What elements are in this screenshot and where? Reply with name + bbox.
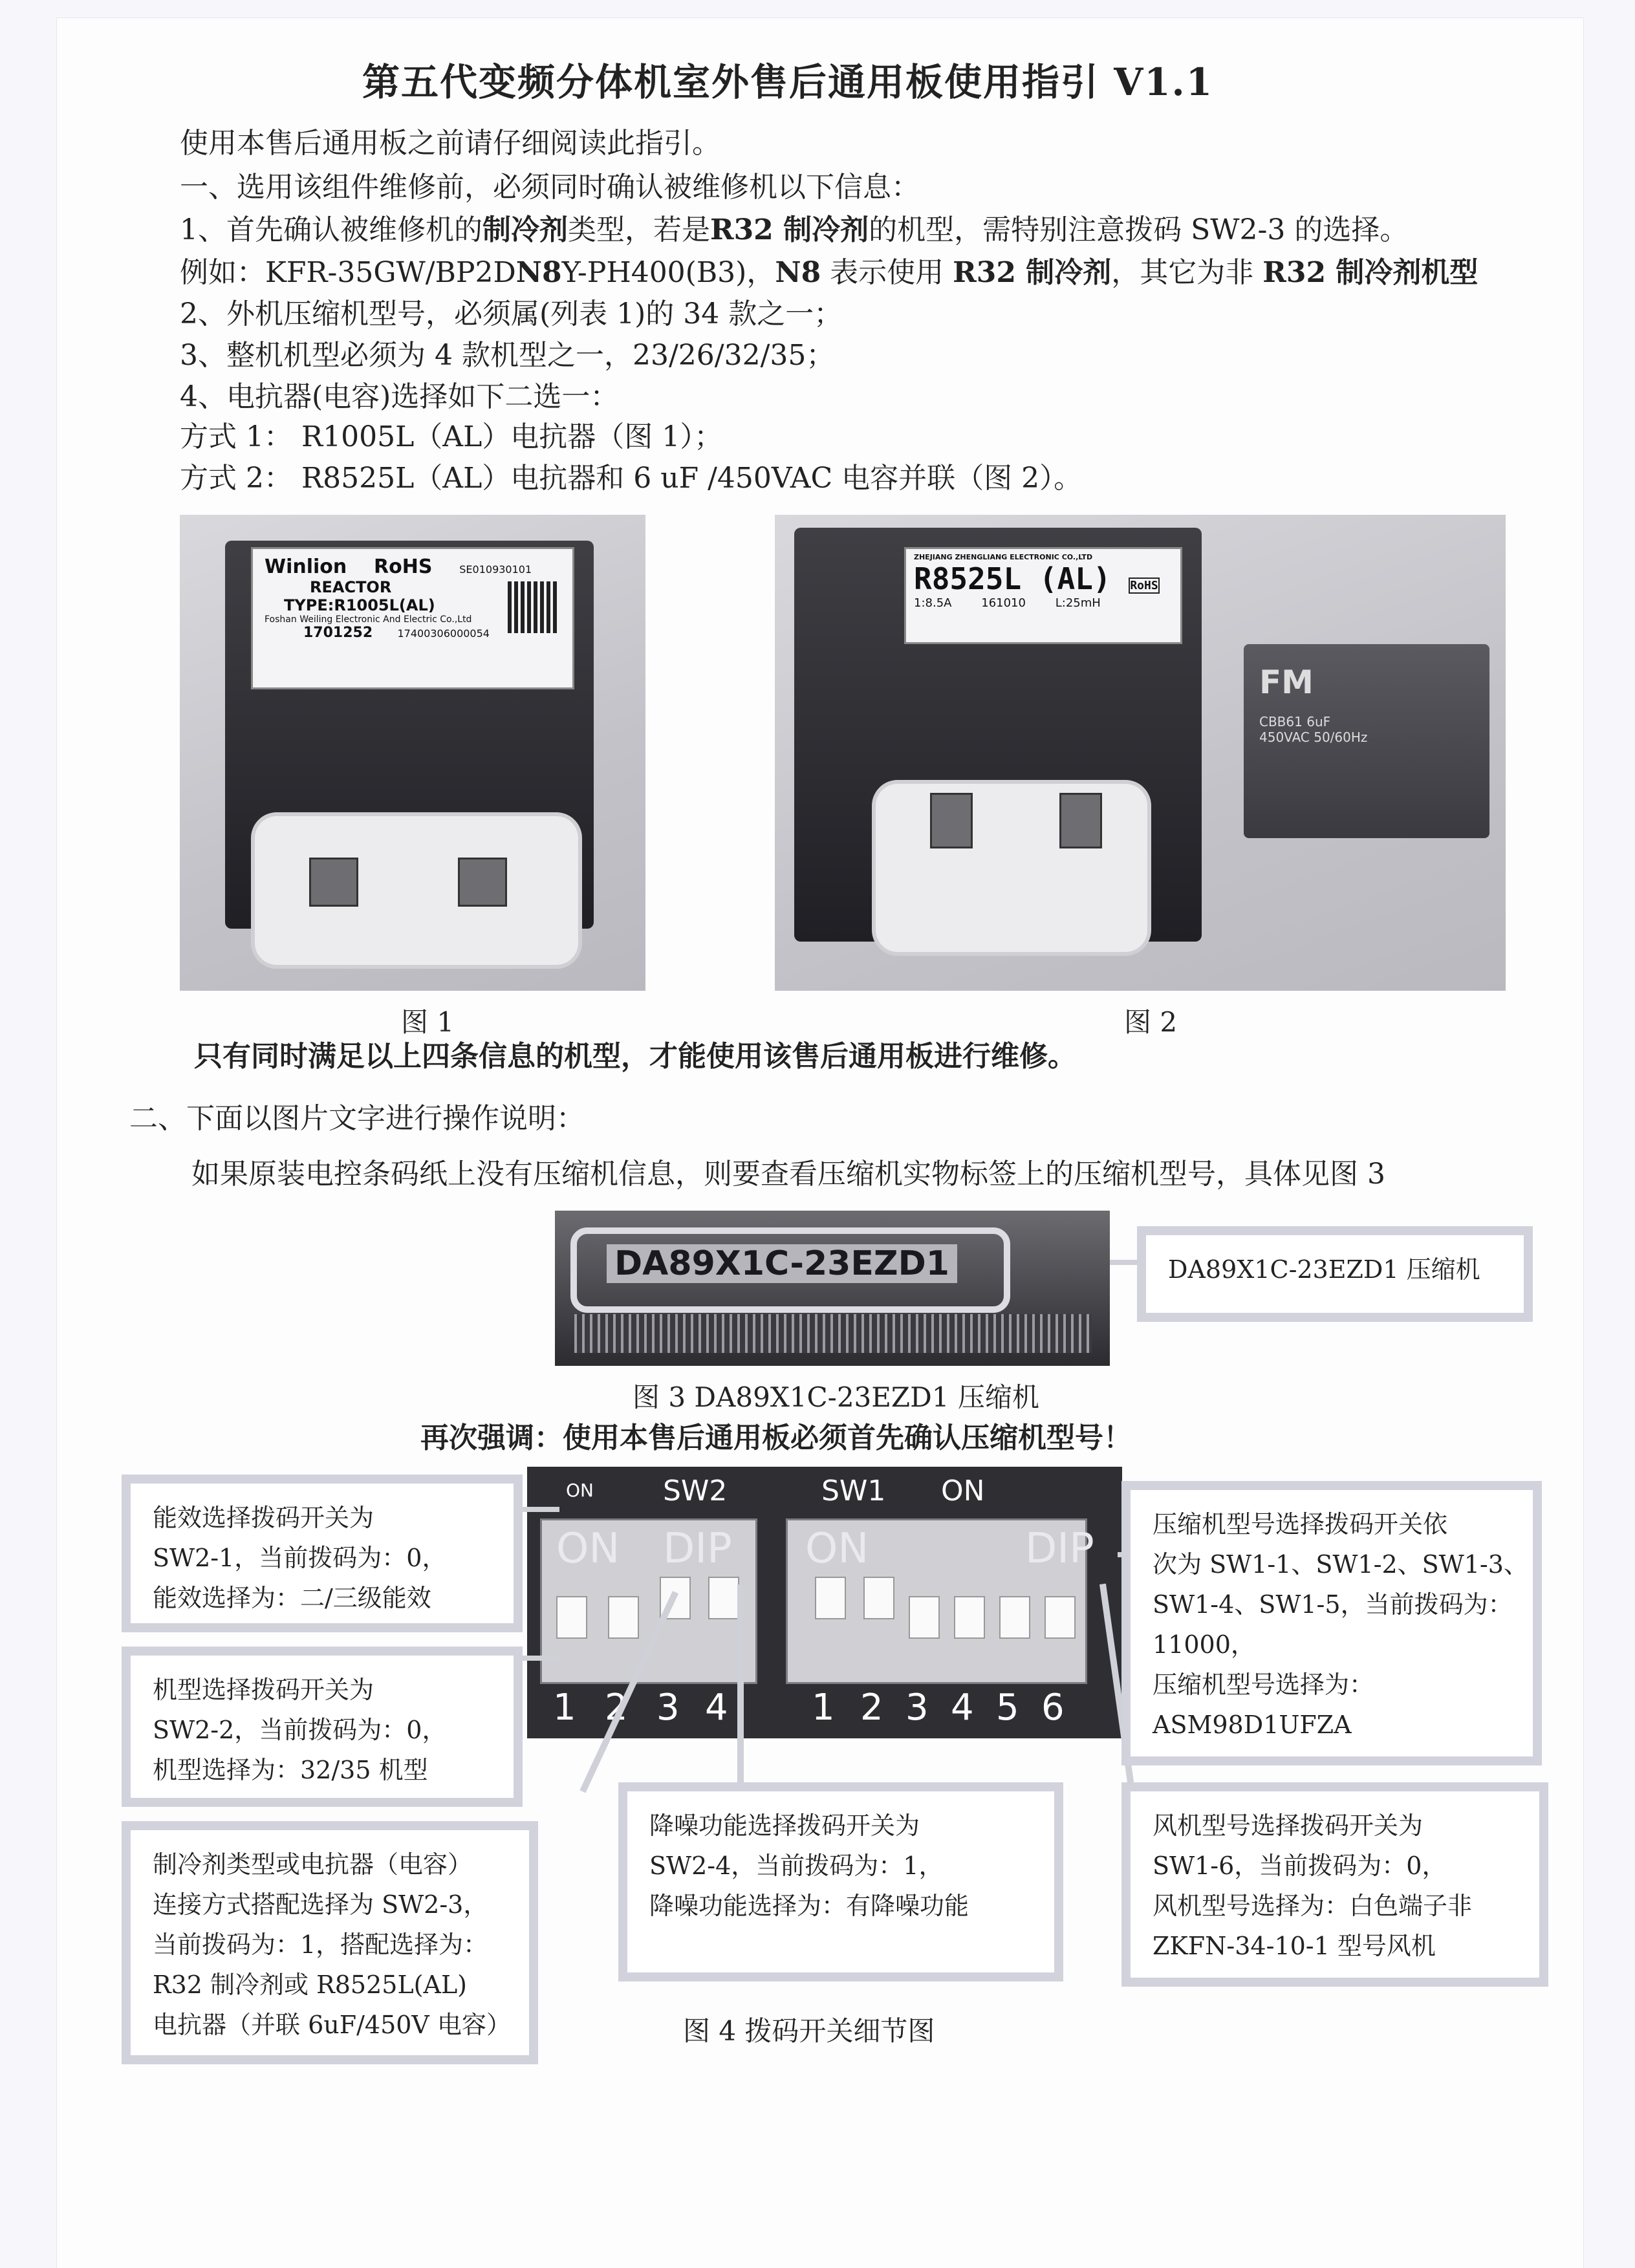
callout-fan-line3: 风机型号选择为：白色端子非 xyxy=(1153,1892,1473,1920)
sw2-4-knob xyxy=(708,1577,739,1619)
example-text-e: 表示使用 xyxy=(821,256,953,289)
sw1-num-6: 6 xyxy=(1041,1687,1065,1729)
warning-four-conditions: 只有同时满足以上四条信息的机型，才能使用该售后通用板进行维修。 xyxy=(194,1040,1076,1073)
label-spec2: L:25mH xyxy=(1055,596,1101,610)
figure1-reactor-photo xyxy=(180,515,645,991)
label-code2: 17400306000054 xyxy=(397,627,490,640)
example-bold-r32: R32 制冷剂 xyxy=(953,256,1112,289)
reactor-label xyxy=(904,547,1182,644)
sw1-dip-text: DIP xyxy=(1025,1525,1094,1573)
mode1: 方式 1： R1005L（AL）电抗器（图 1）； xyxy=(180,420,723,453)
callout-fan-line2: SW1-6，当前拨码为：0， xyxy=(1153,1852,1447,1880)
reactor-coil xyxy=(251,812,582,969)
item1-bold-refrigerant: 制冷剂 xyxy=(482,213,568,246)
figure4-caption: 图 4 拨码开关细节图 xyxy=(683,2015,935,2047)
sw2-dip-text: DIP xyxy=(663,1525,732,1573)
capacitor xyxy=(1244,644,1489,838)
sw2-on-small: ON xyxy=(566,1480,594,1501)
label-rohs: RoHS xyxy=(1130,579,1158,592)
capacitor-spec1: CBB61 6uF xyxy=(1259,714,1331,729)
callout-compressor-sw1-1-5 xyxy=(1121,1481,1542,1766)
sw2-num-3: 3 xyxy=(656,1687,680,1729)
capacitor-spec2: 450VAC 50/60Hz xyxy=(1259,729,1368,745)
callout-model-line2: SW2-2，当前拨码为：0， xyxy=(153,1716,447,1744)
figure2-reactor-capacitor-photo xyxy=(775,515,1506,991)
sw2-num-2: 2 xyxy=(605,1687,628,1729)
callout-noise-line3: 降噪功能选择为：有降噪功能 xyxy=(649,1892,969,1920)
sw1-6-knob xyxy=(1045,1596,1076,1639)
label-date: 161010 xyxy=(981,596,1026,610)
example-bold-n8: N8 xyxy=(515,256,562,289)
figure3-callout-text: DA89X1C-23EZD1 压缩机 xyxy=(1168,1255,1480,1284)
sw2-num-1: 1 xyxy=(553,1687,576,1729)
sw1-num-1: 1 xyxy=(812,1687,835,1729)
section2-description: 如果原装电控条码纸上没有压缩机信息，则要查看压缩机实物标签上的压缩机型号，具体见图 3 xyxy=(191,1158,1385,1191)
terminal-tab-left xyxy=(309,858,358,907)
item1-text-e: 的机型，需特别注意拨码 SW2-3 的选择。 xyxy=(869,213,1409,246)
compressor-model-label: DA89X1C-23EZD1 xyxy=(607,1244,957,1283)
section2-heading: 二、下面以图片文字进行操作说明： xyxy=(129,1102,585,1135)
terminal-tab-right xyxy=(1059,793,1102,848)
callout-efficiency-sw2-1 xyxy=(122,1474,523,1632)
example-text-c: Y-PH400(B3)， xyxy=(561,256,775,289)
callout-comp-line4: 11000， xyxy=(1153,1630,1255,1659)
callout-model-line1: 机型选择拨码开关为 xyxy=(153,1676,374,1704)
item1 xyxy=(180,211,1408,250)
label-maker: Foshan Weiling Electronic And Electric Co.,Ltd xyxy=(265,614,472,625)
sw1-4-knob xyxy=(954,1596,985,1639)
sw2-name: SW2 xyxy=(663,1474,728,1507)
figure3-compressor-label-photo xyxy=(555,1211,1110,1366)
terminal-tab-left xyxy=(930,793,973,848)
example-line xyxy=(180,254,1478,292)
sw1-3-knob xyxy=(909,1596,940,1639)
callout-refrig-line2: 连接方式搭配选择为 SW2-3， xyxy=(153,1890,488,1919)
sw1-num-5: 5 xyxy=(996,1687,1019,1729)
sw1-on-large: ON xyxy=(805,1525,869,1573)
label-brand: Winlion xyxy=(265,556,347,578)
label-spec1: 1:8.5A xyxy=(914,596,952,610)
callout-model-line3: 机型选择为：32/35 机型 xyxy=(153,1756,428,1784)
capacitor-brand: FM xyxy=(1259,664,1314,701)
warning-confirm-compressor: 再次强调：使用本售后通用板必须首先确认压缩机型号！ xyxy=(420,1421,1132,1454)
terminal-tab-right xyxy=(458,858,507,907)
leader-model xyxy=(521,1656,559,1661)
label-code1: 1701252 xyxy=(303,625,373,641)
item2: 2、外机压缩机型号，必须属(列表 1)的 34 款之一； xyxy=(180,297,843,330)
sw1-num-2: 2 xyxy=(860,1687,883,1729)
callout-fan-line4: ZKFN-34-10-1 型号风机 xyxy=(1153,1932,1436,1960)
callout-comp-line3: SW1-4、SW1-5，当前拨码为： xyxy=(1153,1590,1513,1619)
reactor-coil xyxy=(872,780,1151,956)
callout-comp-line2: 次为 SW1-1、SW1-2、SW1-3、 xyxy=(1153,1550,1528,1579)
callout-refrig-line4: R32 制冷剂或 R8525L(AL) xyxy=(153,1971,468,1999)
label-rohs: RoHS xyxy=(374,556,433,578)
callout-fan-sw1-6 xyxy=(1121,1782,1548,1987)
label-model: R8525L (AL) xyxy=(914,561,1111,596)
sw2-1-knob xyxy=(556,1596,587,1639)
sw1-5-knob xyxy=(999,1596,1030,1639)
callout-noise-line2: SW2-4，当前拨码为：1， xyxy=(649,1852,944,1880)
figure4-dip-switch-photo xyxy=(527,1467,1122,1738)
callout-comp-line1: 压缩机型号选择拨码开关依 xyxy=(1153,1510,1448,1539)
figure3-callout xyxy=(1137,1226,1533,1322)
item1-bold-r32: R32 制冷剂 xyxy=(710,213,869,246)
callout-refrig-line5: 电抗器（并联 6uF/450V 电容） xyxy=(153,2011,511,2039)
item3: 3、整机机型必须为 4 款机型之一，23/26/32/35； xyxy=(180,339,835,372)
callout-eff-line2: SW2-1，当前拨码为：0， xyxy=(153,1544,447,1572)
page-title: 第五代变频分体机室外售后通用板使用指引 V1.1 xyxy=(362,60,1214,104)
callout-comp-line5: 压缩机型号选择为： xyxy=(1153,1670,1374,1699)
sw1-num-3: 3 xyxy=(905,1687,929,1729)
item1-text-c: 类型，若是 xyxy=(568,213,710,246)
sw1-on-small: ON xyxy=(941,1474,985,1507)
qr-code-icon xyxy=(508,581,559,633)
callout-noise-sw2-4 xyxy=(618,1782,1063,1982)
figure2-caption: 图 2 xyxy=(1124,1006,1178,1038)
section1-heading: 一、选用该组件维修前，必须同时确认被维修机以下信息： xyxy=(180,171,920,204)
callout-refrigerant-sw2-3 xyxy=(122,1821,538,2064)
mode2: 方式 2： R8525L（AL）电抗器和 6 uF /450VAC 电容并联（图 2）。 xyxy=(180,462,1083,495)
example-bold-n8-2: N8 xyxy=(775,256,821,289)
callout-eff-line3: 能效选择为：二/三级能效 xyxy=(153,1584,431,1612)
label-type: TYPE:R1005L(AL) xyxy=(284,596,435,614)
callout-model-sw2-2 xyxy=(122,1647,523,1807)
callout-eff-line1: 能效选择拨码开关为 xyxy=(153,1504,374,1532)
callout-refrig-line1: 制冷剂类型或电抗器（电容） xyxy=(153,1850,473,1879)
reactor-label xyxy=(251,547,574,689)
sw1-1-knob xyxy=(815,1577,846,1619)
figure1-caption: 图 1 xyxy=(401,1006,455,1038)
callout-comp-line6: ASM98D1UFZA xyxy=(1153,1711,1352,1739)
sw1-2-knob xyxy=(863,1577,894,1619)
figure3-caption: 图 3 DA89X1C-23EZD1 压缩机 xyxy=(633,1381,1039,1413)
sw1-name: SW1 xyxy=(821,1474,886,1507)
item4: 4、电抗器(电容)选择如下二选一： xyxy=(180,380,619,413)
sw2-num-4: 4 xyxy=(705,1687,728,1729)
callout-noise-line1: 降噪功能选择拨码开关为 xyxy=(649,1811,920,1840)
label-maker: ZHEJIANG ZHENGLIANG ELECTRONIC CO.,LTD xyxy=(914,553,1093,561)
leader-noise xyxy=(737,1584,744,1785)
sw1-num-4: 4 xyxy=(951,1687,974,1729)
leader-eff xyxy=(521,1507,559,1512)
callout-fan-line1: 风机型号选择拨码开关为 xyxy=(1153,1811,1424,1840)
example-text-a: 例如：KFR-35GW/BP2D xyxy=(180,256,516,289)
label-serial: SE010930101 xyxy=(459,563,532,576)
intro-text: 使用本售后通用板之前请仔细阅读此指引。 xyxy=(180,127,720,160)
sw2-on-large: ON xyxy=(556,1525,620,1573)
label-reactor: REACTOR xyxy=(310,578,392,596)
callout-refrig-line3: 当前拨码为：1，搭配选择为： xyxy=(153,1930,488,1959)
example-bold-r32-model: R32 制冷剂机型 xyxy=(1262,256,1478,289)
sw2-2-knob xyxy=(608,1596,639,1639)
example-text-g: ，其它为非 xyxy=(1111,256,1263,289)
barcode-strip xyxy=(574,1314,1092,1353)
item1-text-a: 1、首先确认被维修机的 xyxy=(180,213,482,246)
